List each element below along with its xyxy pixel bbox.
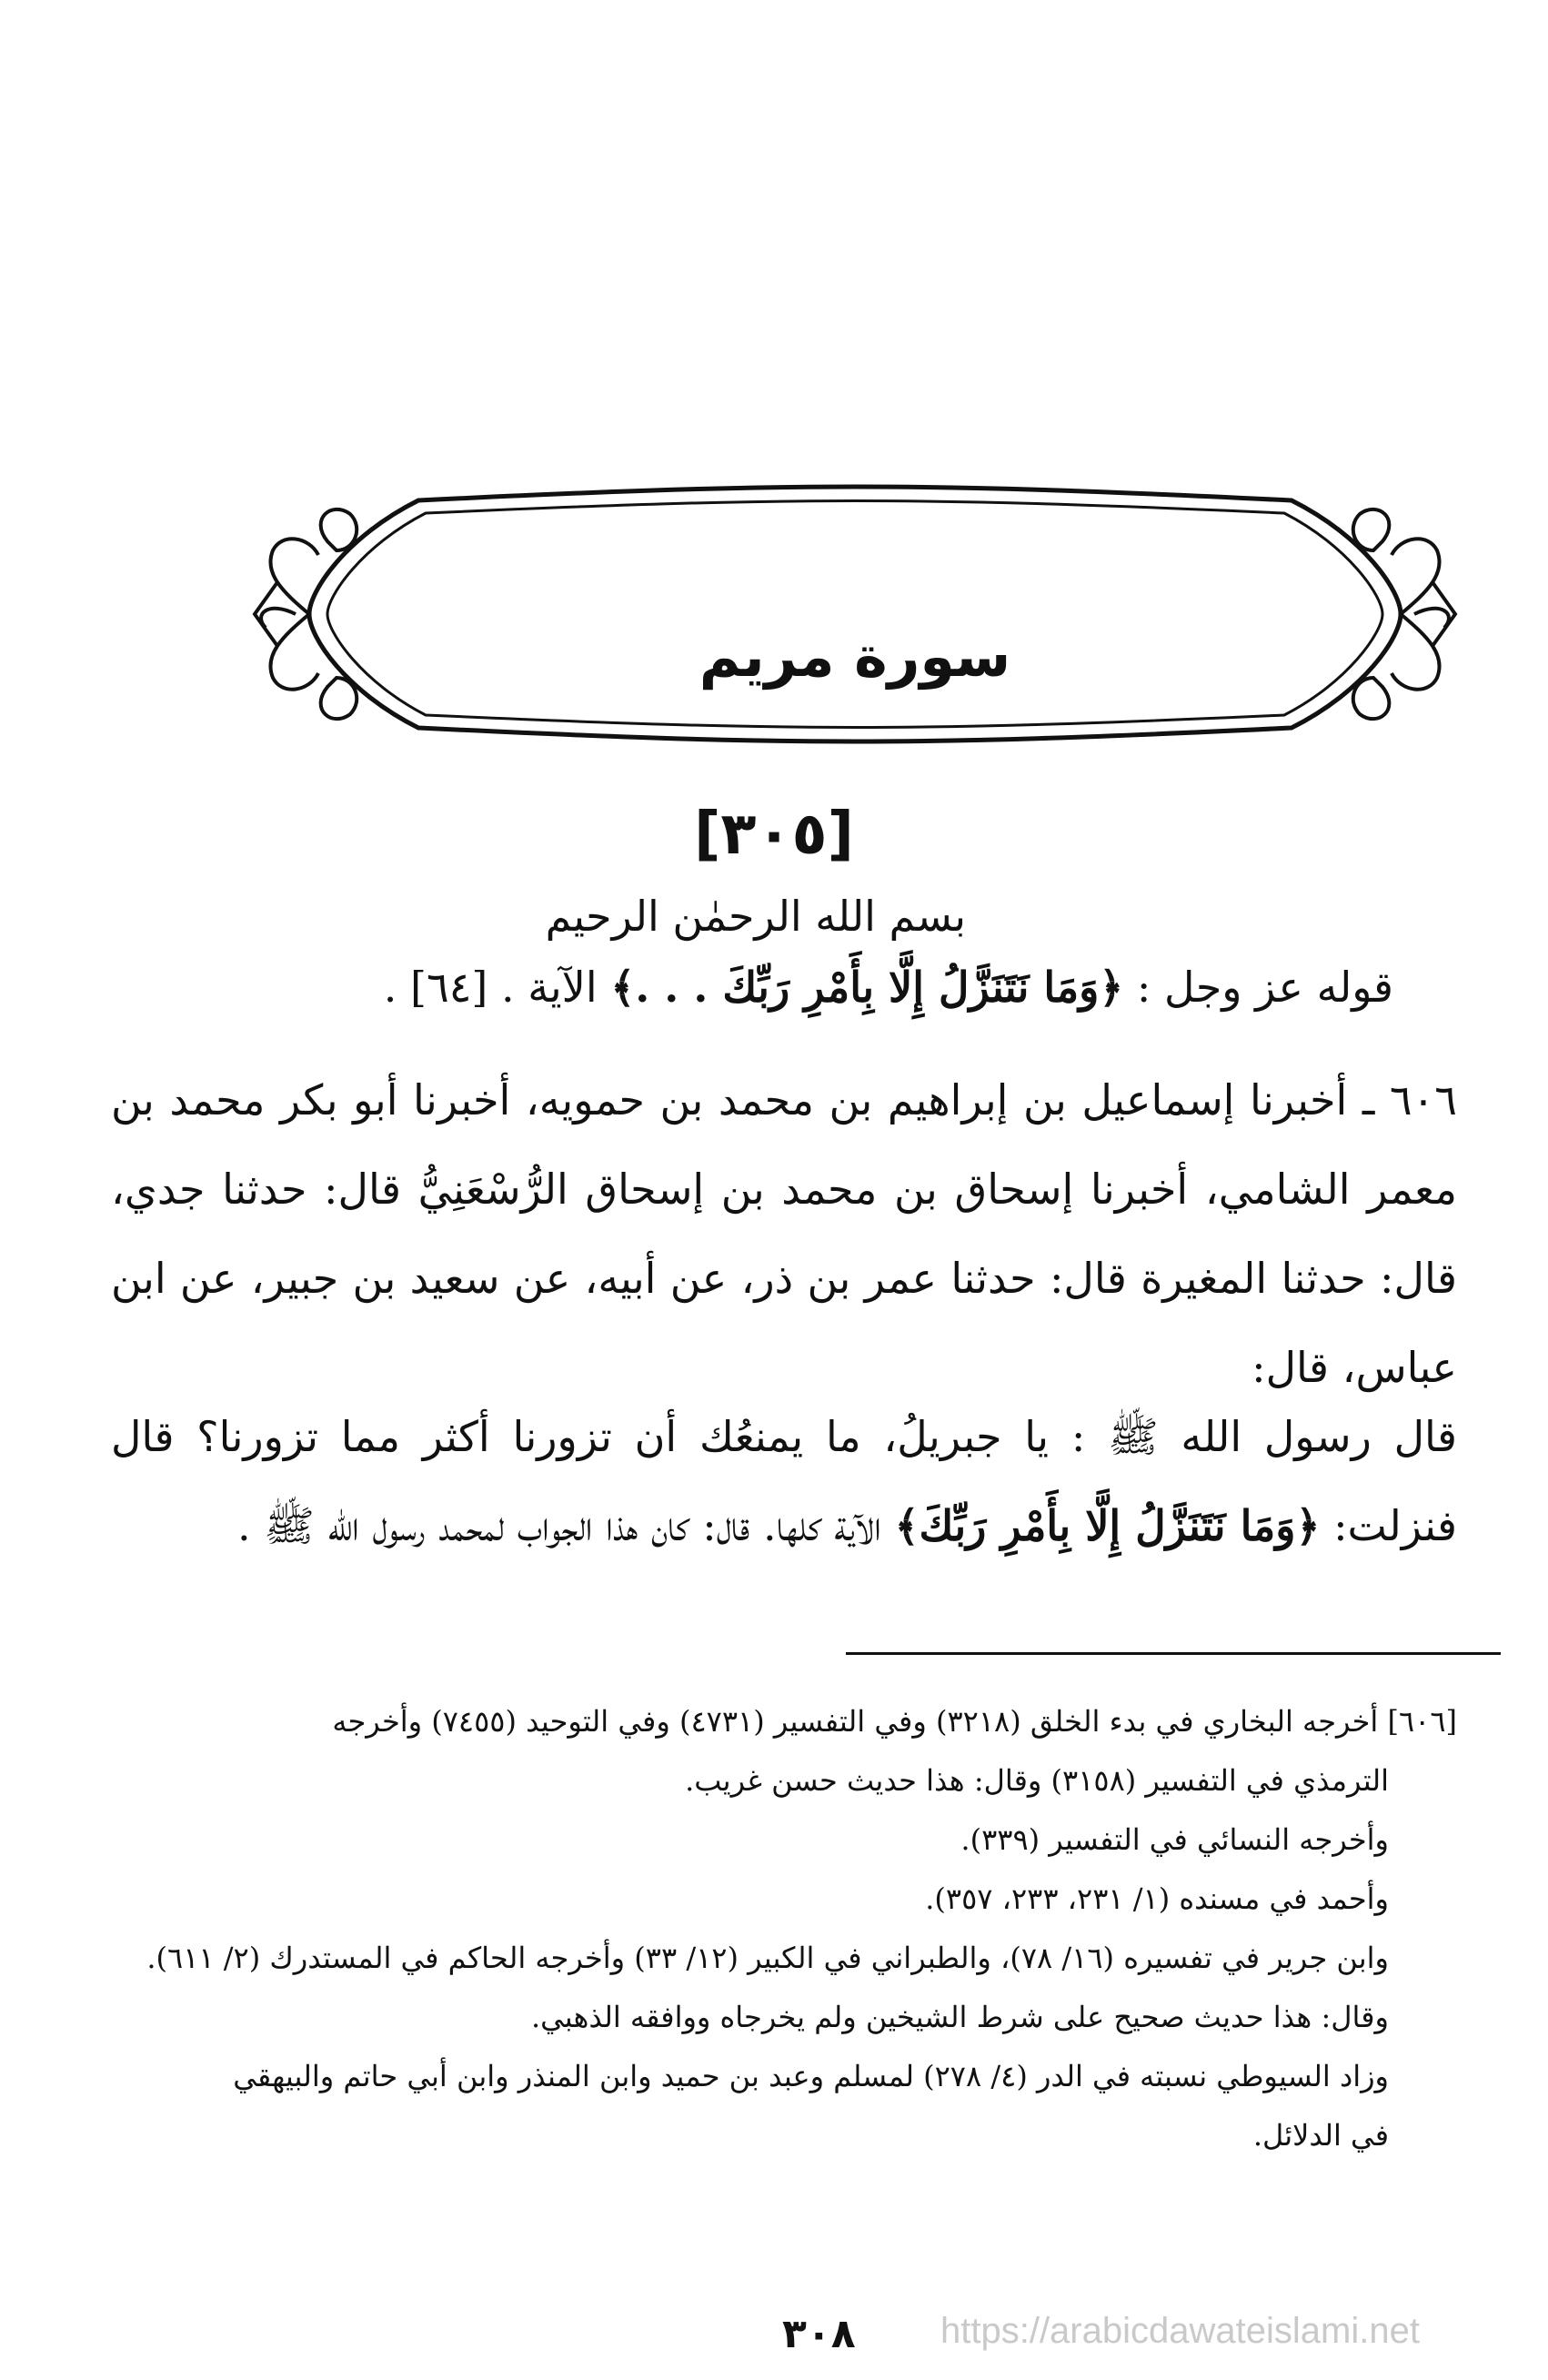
matn-part-1: قال رسول الله ﷺ : يا جبريلُ، ما يمنعُك أن تزورنا أكثر مما تزورنا؟ قال فنزلت: [111,1412,1457,1550]
watermark-url: https://arabicdawateislami.net [940,2311,1420,2351]
basmala: بسم الله الرحمٰن الرحيم [545,892,966,941]
surah-title: سورة مريم [699,623,1011,690]
verse-introduction [120,963,1393,1012]
footnote-line: وأحمد في مسنده (١/ ٢٣١، ٢٣٣، ٣٥٧). [925,1881,1389,1916]
matn-part-2: الآية كلها. قال: كان هذا الجواب لمحمد رسول الله ﷺ . [237,1501,881,1550]
hadith-number: [٣٠٥] [694,801,854,868]
surah-title-cartouche [246,464,1464,764]
footnote-divider [846,1652,1501,1655]
isnad-paragraph [111,1055,1457,1412]
footnote-line: وأخرجه النسائي في التفسير (٣٣٩). [960,1822,1389,1857]
footnote-line: وابن جرير في تفسيره (١٦/ ٧٨)، والطبراني في الكبير (١٢/ ٣٣) وأخرجه الحاكم في المستدرك (٢/ ٦١١). [146,1941,1389,1975]
isnad-text: ٦٠٦ ـ أخبرنا إسماعيل بن إبراهيم بن محمد بن حمويه، أخبرنا أبو بكر محمد بن معمر الشامي، أخبرنا إسحاق بن محمد بن إسحاق الرُّسْعَنِيُّ قال: حدثنا جدي، قال: حدثنا المغيرة قال: حدثنا عمر بن ذر، عن أبيه، عن سعيد بن جبير، عن ابن عباس، قال: [111,1075,1457,1392]
verse-intro-prefix: قوله عز وجل : [1136,963,1393,1012]
footnote-line: وزاد السيوطي نسبته في الدر (٤/ ٢٧٨) لمسلم وعبد بن حميد وابن المنذر وابن أبي حاتم والبيهقي [233,2059,1389,2093]
footnotes [102,1692,1457,2165]
footnote-line: الترمذي في التفسير (٣١٥٨) وقال: هذا حديث حسن غريب. [685,1763,1389,1798]
matn-quran-verse: ﴿وَمَا نَتَنَزَّلُ إِلَّا بِأَمْرِ رَبِّكَ﴾ [894,1501,1321,1550]
quran-verse: ﴿وَمَا نَتَنَزَّلُ إِلَّا بِأَمْرِ رَبِّكَ . . .﴾ [610,963,1124,1012]
footnote-line: وقال: هذا حديث صحيح على شرط الشيخين ولم يخرجاه ووافقه الذهبي. [530,2000,1389,2034]
ornamental-frame [246,464,1464,764]
verse-intro-suffix: الآية . [٦٤] . [383,963,598,1012]
matn-text [111,1392,1457,1570]
footnote-line: [٦٠٦] أخرجه البخاري في بدء الخلق (٣٢١٨) وفي التفسير (٤٧٣١) وفي التوحيد (٧٤٥٥) وأخرجه [332,1704,1457,1739]
page-number: ٣٠٨ [782,2311,856,2357]
footnote-line: في الدلائل. [1252,2118,1389,2153]
matn-paragraph [111,1392,1457,1570]
